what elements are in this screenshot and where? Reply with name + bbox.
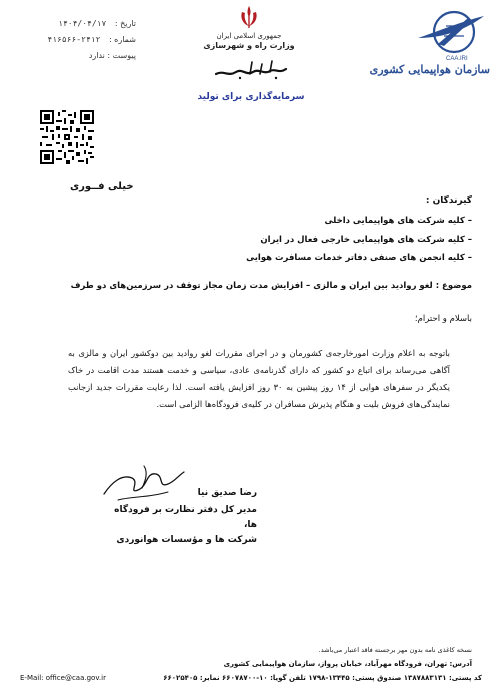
footer-address: آدرس: تهران، فرودگاه مهرآباد، خیابان پرواز، سازمان هواپیمایی کشوری: [223, 660, 472, 668]
iran-emblem-icon: [236, 4, 262, 30]
organization-name: سازمان هواپیمایی کشوری: [369, 63, 490, 76]
date-label: تاریخ :: [114, 19, 136, 28]
urgency-label: خیلی فــوری: [70, 181, 134, 192]
number-row: [18, 32, 136, 48]
republic-text: جمهوری اسلامی ایران: [216, 32, 282, 40]
attachment-row: [18, 48, 136, 64]
signatory-name: رضا صدیق نیا: [197, 488, 257, 498]
ministry-heading: [182, 31, 316, 51]
footer-contact-numbers: کد پستی: ۱۳۸۷۸۸۳۱۳۱ صندوق پستی: ۱۳۴۴۵-۱۷۹۸ تلفن گویا: ۱۰-۶۶۰۷۸۷۰۰ نمابر: ۶۶۰۲۵۴۰۵: [163, 674, 482, 682]
number-value: ۲۴۱۲-۴۱۶۵۶۶: [47, 35, 101, 44]
signatory-title: [107, 503, 257, 548]
caa-logo-icon: [402, 8, 486, 64]
footer-email: E-Mail: office@caa.gov.ir: [20, 674, 106, 682]
ministry-text: وزارت راه و شهرسازی: [203, 41, 295, 50]
recipients-title: گیرندگان :: [425, 196, 472, 206]
investment-tagline: سرمایه‌گذاری برای تولید: [197, 92, 305, 102]
footer-contacts: [20, 674, 482, 686]
letter-meta: [18, 16, 136, 64]
letter-subject: موضوع : لغو روادید بین ایران و مالزی – افزایش مدت زمان مجاز توقف در سرزمین‌های دو طرف: [70, 281, 472, 291]
recipient-item: – کلیه شرکت های هواپیمایی خارجی فعال در ایران: [260, 235, 472, 245]
date-row: [18, 16, 136, 32]
recipient-item: – کلیه انجمن های صنفی دفاتر خدمات مسافرت هوایی: [246, 253, 472, 263]
signatory-title-line2: شرکت ها و مؤسسات هوانوردی: [116, 535, 257, 545]
greeting: باسلام و احترام؛: [414, 314, 472, 324]
number-label: شماره :: [108, 35, 136, 44]
signatory-title-line1: مدیر کل دفتر نظارت بر فرودگاه ها،: [114, 505, 257, 530]
qr-code: [40, 110, 94, 164]
recipient-item: – کلیه شرکت های هواپیمایی داخلی: [324, 216, 472, 226]
footer-note: نسخه کاغذی نامه بدون مهر برجسته فاقد اعتبار می‌باشد.: [318, 646, 472, 654]
calligraphy-logo: [212, 58, 290, 82]
body-paragraph: باتوجه به اعلام وزارت امورخارجه‌ی کشورمان و در اجرای مقررات لغو روادید بین دوکشور ایران و مالزی به آگاهی می‌رساند برای اتباع دو کشور که دارای گذرنامه‌ی عادی، سیاسی و خدمت هستند مدت اقامت در خاک یکدیگر در سفرهای هوایی از ۱۴ روز پیشین به ۳۰ روز افزایش یافته است. لذا رعایت مقررات جدید ازجانب نمایندگی‌های فروش بلیت و هنگام پذیرش مسافران در کلیه‌ی فرودگاه‌ها الزامی است.: [68, 348, 450, 409]
attachment-label: پیوست : ندارد: [88, 51, 136, 60]
logo-caption: CAA.IRI: [446, 56, 468, 62]
date-value: ۱۴۰۴/۰۴/۱۷: [58, 19, 107, 28]
